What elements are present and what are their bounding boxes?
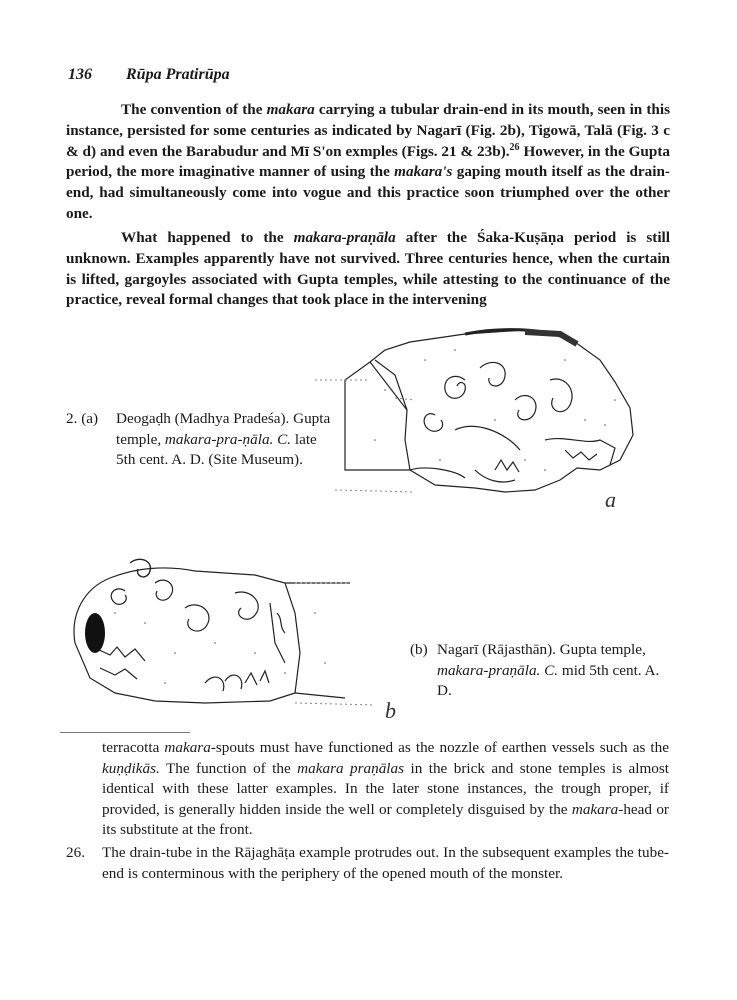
- footnote-term: kuṇḍikās.: [102, 759, 160, 777]
- running-header: [68, 66, 230, 84]
- footnote-text: -spouts must have functioned as the nozzle of earthen vessels such as the: [210, 739, 669, 756]
- para1-term: makara's: [394, 163, 453, 181]
- footnote-term: makara: [571, 800, 619, 818]
- footnote-term: makara: [164, 739, 211, 756]
- footnote-text: The function of the: [159, 759, 298, 777]
- caption-b-text: Nagarī (Rājasthān). Gupta temple,: [437, 641, 646, 658]
- footnote-26-text: The drain-tube in the Rājaghāṭa example protrudes out. In the subsequent examples the tube-end is conterminous with the periphery of the opened mouth of the monster.: [102, 844, 669, 882]
- paragraph-2: [66, 228, 670, 311]
- running-title: Rūpa Pratirūpa: [126, 66, 230, 83]
- footnote-text: -head or its substitute at the front.: [102, 800, 669, 838]
- para1-text: gaping mouth itself as the drain-end, had simultaneously come into vogue and this practice soon triumphed over the other one.: [66, 163, 670, 222]
- figure-b-drawing: [55, 553, 405, 723]
- caption-a-term: makara-pra-ṇāla. C.: [164, 430, 292, 448]
- caption-a-label: 2. (a): [66, 410, 99, 427]
- caption-b-term: makara-praṇāla. C.: [437, 661, 559, 679]
- figure-a-drawing: [315, 320, 660, 510]
- footnote-text: terracotta: [102, 739, 165, 756]
- para1-term: makara: [266, 101, 315, 118]
- footnote-ref: 26: [509, 141, 520, 153]
- para1-text: However, in the Gupta period, the more imaginative manner of using the: [66, 142, 670, 181]
- caption-a-text: Deogaḍh (Madhya Pradeśa). Gupta temple,: [116, 410, 331, 448]
- paragraph-1: [66, 100, 670, 225]
- para2-text: What happened to the: [121, 229, 294, 246]
- footnote-rule: [60, 732, 190, 733]
- caption-b-text: mid 5th cent. A. D.: [437, 661, 660, 699]
- footnote-number: 26.: [66, 844, 85, 861]
- caption-b-label: (b): [410, 641, 428, 658]
- footnote-continued: [102, 738, 669, 841]
- caption-a-text: late 5th cent. A. D. (Site Museum).: [116, 430, 317, 468]
- para2-term: makara-praṇāla: [293, 229, 396, 246]
- figure-a-letter: a: [605, 487, 616, 510]
- footnote-term: makara praṇālas: [297, 759, 405, 777]
- figure-b-mouth: [85, 613, 105, 653]
- para2-text: after the Śaka-Kuṣāṇa period is still unknown. Examples apparently have not survived. Three centuries hence, when the curtain is lifted, gargoyles associated with Gupta temples, while attesting to the continuance of the practice, reveal formal changes that took place in the intervening: [66, 229, 670, 309]
- para1-text: The convention of the: [121, 101, 267, 118]
- page-number: 136: [68, 66, 92, 83]
- footnote-text: in the brick and stone temples is almost identical with these latter examples. In the later stone instances, the trough proper, if provided, is generally hidden inside the well or completely disguised by the: [102, 759, 669, 818]
- figure-b-letter: b: [385, 698, 396, 723]
- para1-text: carrying a tubular drain-end in its mouth, seen in this instance, persisted for some centuries as indicated by Nagarī (Fig. 2b), Tigowā, Talā (Fig. 3 c & d) and even the Barabudur and Mī S'on exmples (Figs. 21 & 23b).: [66, 101, 670, 160]
